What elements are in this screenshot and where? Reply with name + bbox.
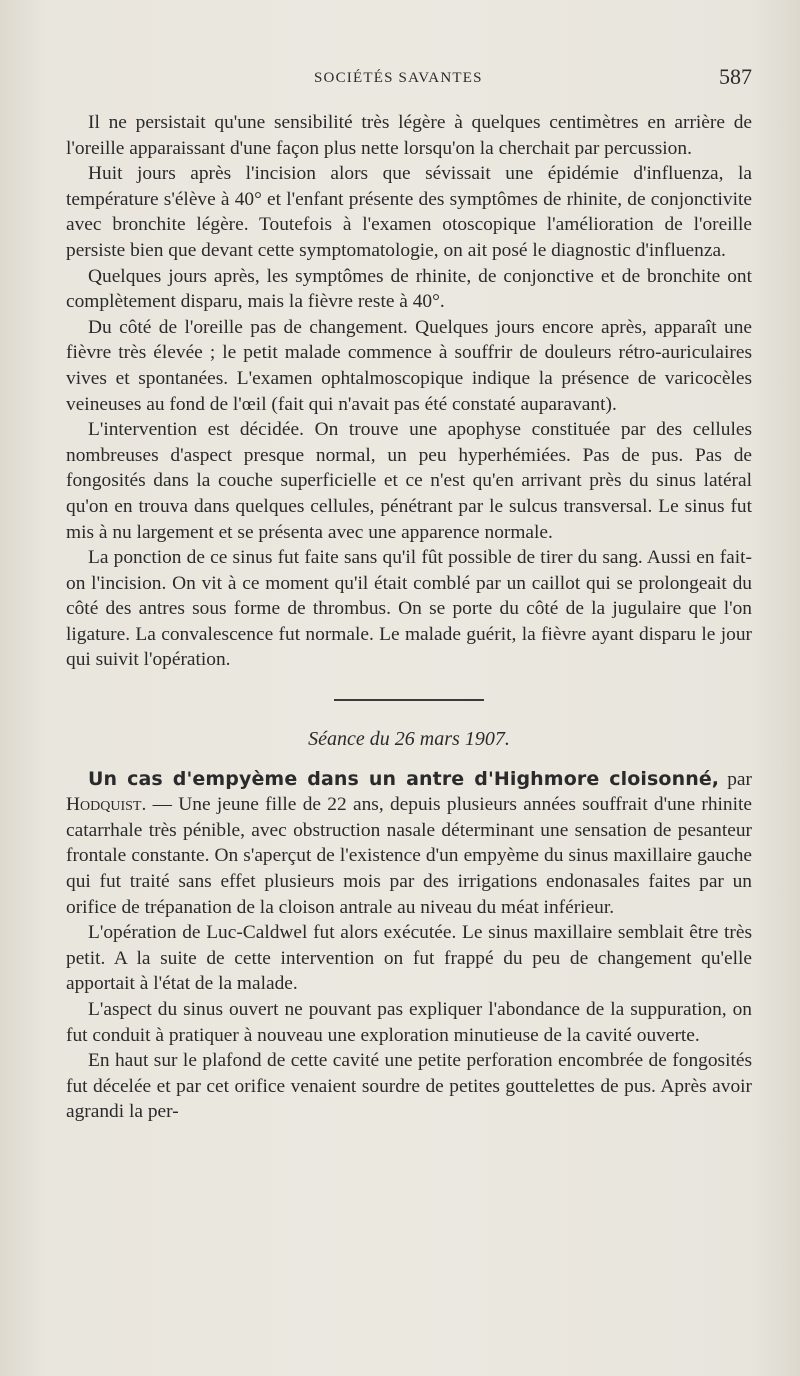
paragraph: La ponction de ce sinus fut faite sans qu'il fût possible de tirer du sang. Aussi en fait-on l'incision. On vit à ce moment qu'il était comblé par un caillot qui se prolongeait du côté des antres sous forme de thrombus. On se porte du côté de la jugulaire que l'on ligature. La convalescence fut normale. Le malade guérit, la fièvre ayant disparu le jour qui suivit l'opération.	[66, 547, 752, 671]
page-number: 587	[719, 64, 752, 89]
paragraph: L'opération de Luc-Caldwel fut alors exécutée. Le sinus maxillaire semblait être très petit. A la suite de cette intervention on fut frappé du peu de changement qu'elle apportait à l'état de la malade.	[66, 922, 752, 995]
page-body	[66, 110, 752, 1125]
section-divider	[334, 699, 484, 701]
paragraph: L'aspect du sinus ouvert ne pouvant pas expliquer l'abondance de la suppuration, on fut conduit à pratiquer à nouveau une exploration minutieuse de la cavité ouverte.	[66, 999, 752, 1046]
article-author: Hodquist.	[66, 794, 147, 816]
running-head	[66, 64, 752, 94]
paragraph: Il ne persistait qu'une sensibilité très légère à quelques centimètres en arrière de l'oreille apparaissant d'une façon plus nette lorsqu'on la cherchait par percussion.	[66, 112, 752, 159]
paragraph: Du côté de l'oreille pas de changement. Quelques jours encore après, apparaît une fièvre très élevée ; le petit malade commence à souffrir de douleurs rétro-auriculaires vives et spontanées. L'examen ophtalmoscopique indique la présence de varicocèles veineuses au fond de l'œil (fait qui n'avait pas été constaté auparavant).	[66, 316, 752, 415]
paragraph: En haut sur le plafond de cette cavité une petite perforation encombrée de fongosités fut décelée et par cet orifice venaient sourdre de petites gouttelettes de pus. Après avoir agrandi la per-	[66, 1050, 752, 1123]
paragraph: Huit jours après l'incision alors que sévissait une épidémie d'influenza, la température s'élève à 40° et l'enfant présente des symptômes de rhinite, de conjonctivite avec bronchite légère. Toutefois à l'examen otoscopique l'amélioration de l'oreille persiste bien que devant cette symptomatologie, on ait posé le diagnostic d'influenza.	[66, 163, 752, 261]
article-lead-paragraph	[66, 767, 752, 921]
paragraph: Quelques jours après, les symptômes de rhinite, de conjonctive et de bronchite ont complètement disparu, mais la fièvre reste à 40°.	[66, 265, 752, 313]
article-lead-text: — Une jeune fille de 22 ans, depuis plusieurs années souffrait d'une rhinite catarrhale très pénible, avec obstruction nasale déterminant une sensation de pesanteur frontale constante. On s'aperçut de l'existence d'un empyème du sinus maxillaire gauche qui fut traité sans effet plusieurs mois par des irrigations endonasales faites par un orifice de trépanation de la cloison antrale au niveau du méat inférieur.	[66, 794, 752, 918]
running-title: SOCIÉTÉS SAVANTES	[314, 70, 483, 86]
article-by: par	[727, 768, 752, 790]
paragraph: L'intervention est décidée. On trouve une apophyse constituée par des cellules nombreuses d'aspect presque normal, un peu hyperhémiées. Pas de pus. Pas de fongosités dans la couche superficielle et ce n'est qu'en arrivant près du sinus latéral qu'on en trouva dans quelques cellules, pénétrant par le sulcus transversal. Le sinus fut mis à nu largement et se présenta avec une apparence normale.	[66, 419, 752, 543]
session-date: Séance du 26 mars 1907.	[308, 728, 510, 751]
article-title: Un cas d'empyème dans un antre d'Highmore cloisonné,	[88, 767, 720, 790]
